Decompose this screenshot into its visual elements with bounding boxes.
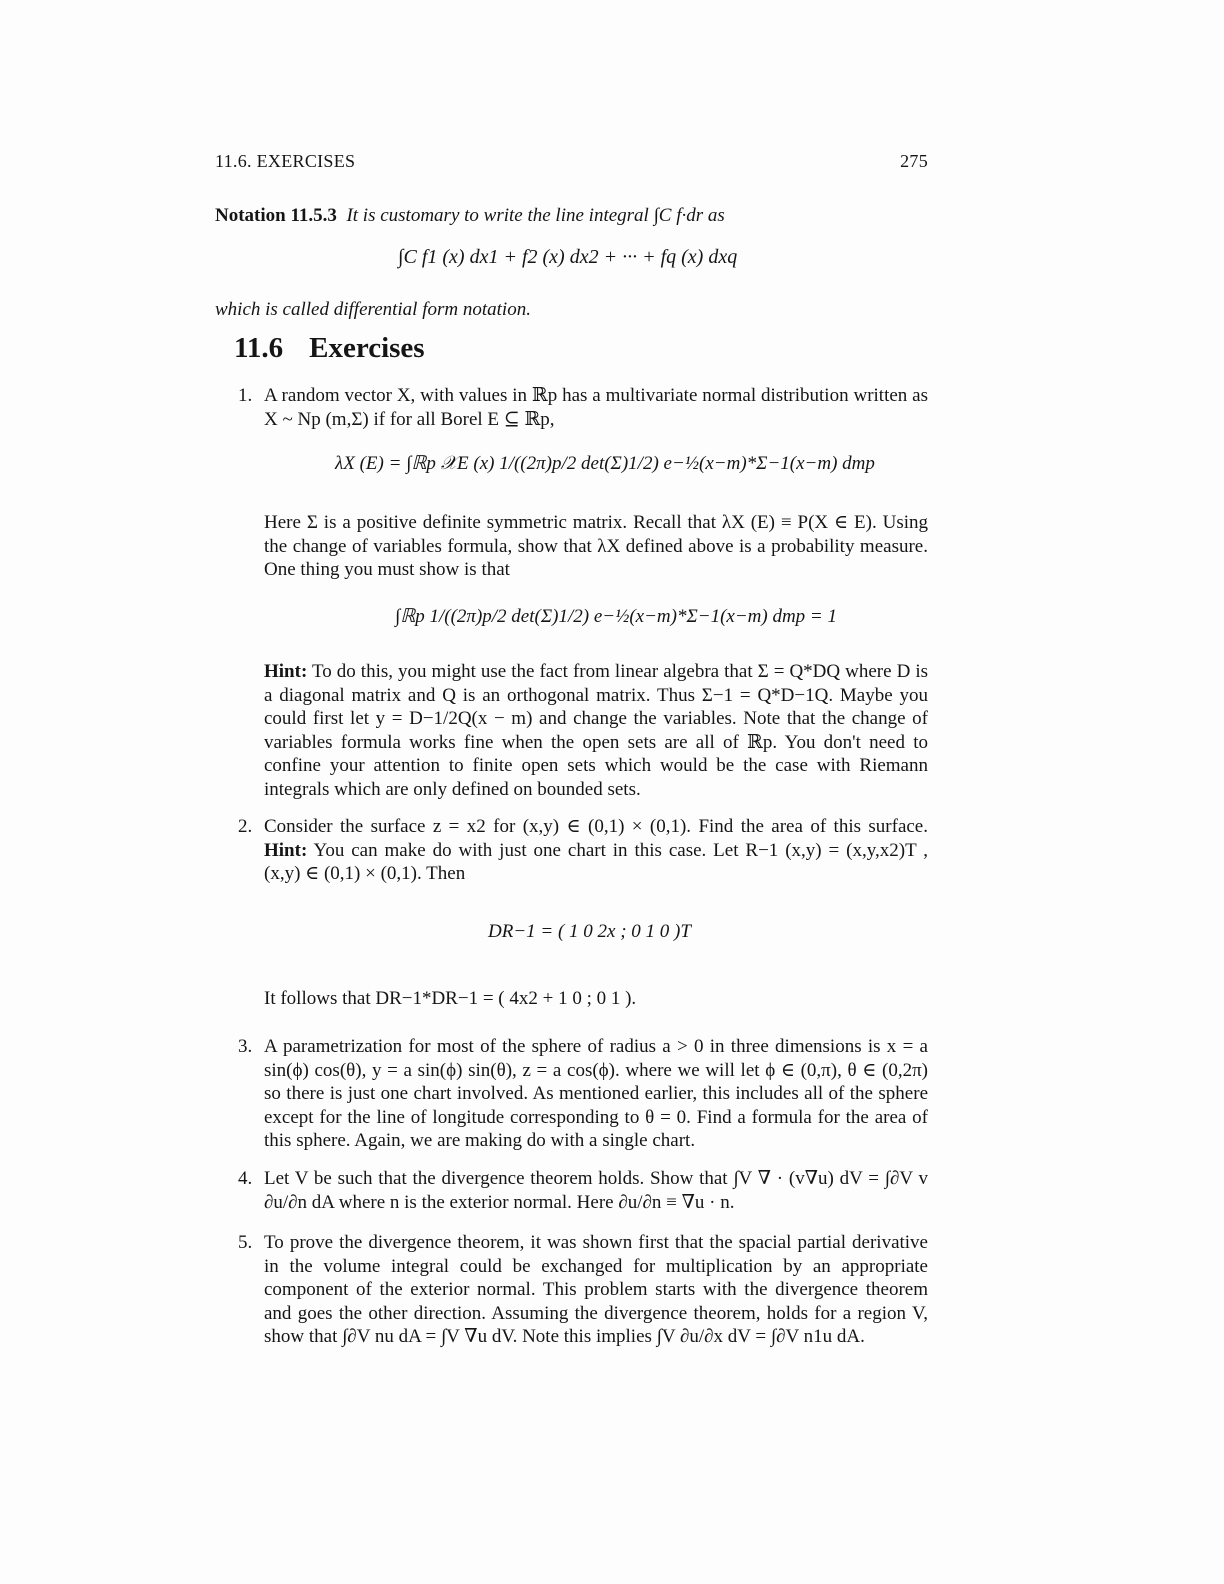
section-heading xyxy=(234,332,425,364)
exercise-number: 5. xyxy=(238,1232,253,1253)
section-title: Exercises xyxy=(309,332,425,364)
hint-label: Hint: xyxy=(264,839,308,861)
exercise-4-text: Let V be such that the divergence theorem holds. Show that ∫V ∇ · (v∇u) dV = ∫∂V v ∂u/∂n dA where n is the exterior normal. Here ∂u/∂n ≡ ∇u · n. xyxy=(264,1168,928,1213)
hint-label: Hint: xyxy=(264,661,308,682)
exercise-2 xyxy=(238,815,928,886)
exercise-1-text-2: Here Σ is a positive definite symmetric matrix. Recall that λX (E) ≡ P(X ∈ E). Using the change of variables formula, show that λX defined above is a probability measure. One thing you must show is that xyxy=(264,512,928,581)
exercise-5-text: To prove the divergence theorem, it was shown first that the spacial partial derivative in the volume integral could be exchanged for multiplication by an appropriate component of the exterior normal. This problem starts with the divergence theorem and goes the other direction. Assuming the divergence theorem, holds for a region V, show that ∫∂V nu dA = ∫V ∇u dV. Note this implies ∫V ∂u/∂x dV = ∫∂V n1u dA. xyxy=(264,1232,928,1348)
running-header-section: 11.6. EXERCISES xyxy=(215,151,356,171)
exercise-number: 4. xyxy=(238,1168,253,1189)
exercise-5 xyxy=(238,1231,928,1349)
page-number: 275 xyxy=(900,151,928,171)
exercise-4 xyxy=(238,1167,928,1214)
exercise-1-display-equation-1: λX (E) = ∫ℝp 𝒳E (x) 1/((2π)p/2 det(Σ)1/2) e−½(x−m)*Σ−1(x−m) dmp xyxy=(335,453,875,474)
section-number: 11.6 xyxy=(234,332,284,364)
exercise-1-hint xyxy=(238,660,928,802)
hint-text: To do this, you might use the fact from linear algebra that Σ = Q*DQ where D is a diagonal matrix and Q is an orthogonal matrix. Thus Σ−1 = Q*D−1Q. Maybe you could first let y = D−1/2Q(x − m) and change the variables. Note that the change of variables formula works fine when the open sets are all of ℝp. You don't need to confine your attention to finite open sets which would be the case with Riemann integrals which are only defined on bounded sets. xyxy=(264,661,928,800)
exercise-number: 3. xyxy=(238,1036,253,1057)
notation-statement xyxy=(215,204,928,228)
notation-text: It is customary to write the line integral ∫C f·dr as xyxy=(346,205,725,226)
exercise-2-intro: Consider the surface z = x2 for (x,y) ∈ (0,1) × (0,1). Find the area of this surface. xyxy=(264,816,928,837)
exercise-number: 2. xyxy=(238,816,253,837)
notation-after-text: which is called differential form notation. xyxy=(215,299,531,320)
notation-display-equation: ∫C f1 (x) dx1 + f2 (x) dx2 + ··· + fq (x) dxq xyxy=(398,246,738,268)
notation-label: Notation 11.5.3 xyxy=(215,205,337,226)
exercise-1-display-equation-2: ∫ℝp 1/((2π)p/2 det(Σ)1/2) e−½(x−m)*Σ−1(x−m) dmp = 1 xyxy=(395,606,837,627)
exercise-3 xyxy=(238,1035,928,1153)
exercise-2-text-2: It follows that DR−1*DR−1 = ( 4x2 + 1 0 ; 0 1 ). xyxy=(264,988,637,1009)
exercise-number: 1. xyxy=(238,385,253,406)
hint-text: You can make do with just one chart in this case. Let R−1 (x,y) = (x,y,x2)T , (x,y) ∈ (0,1) × (0,1). Then xyxy=(264,839,929,885)
exercise-3-text: A parametrization for most of the sphere of radius a > 0 in three dimensions is x = a sin(ϕ) cos(θ), y = a sin(ϕ) sin(θ), z = a cos(ϕ). where we will let ϕ ∈ (0,π), θ ∈ (0,2π) so there is just one chart involved. As mentioned earlier, this includes all of the sphere except for the line of longitude corresponding to θ = 0. Find a formula for the area of this sphere. Again, we are making do with a single chart. xyxy=(264,1036,928,1152)
exercise-2-display-equation: DR−1 = ( 1 0 2x ; 0 1 0 )T xyxy=(488,921,691,942)
exercise-1 xyxy=(238,384,928,431)
exercise-1-intro: A random vector X, with values in ℝp has a multivariate normal distribution written as X ~ Np (m,Σ) if for all Borel E ⊆ ℝp, xyxy=(264,385,928,430)
